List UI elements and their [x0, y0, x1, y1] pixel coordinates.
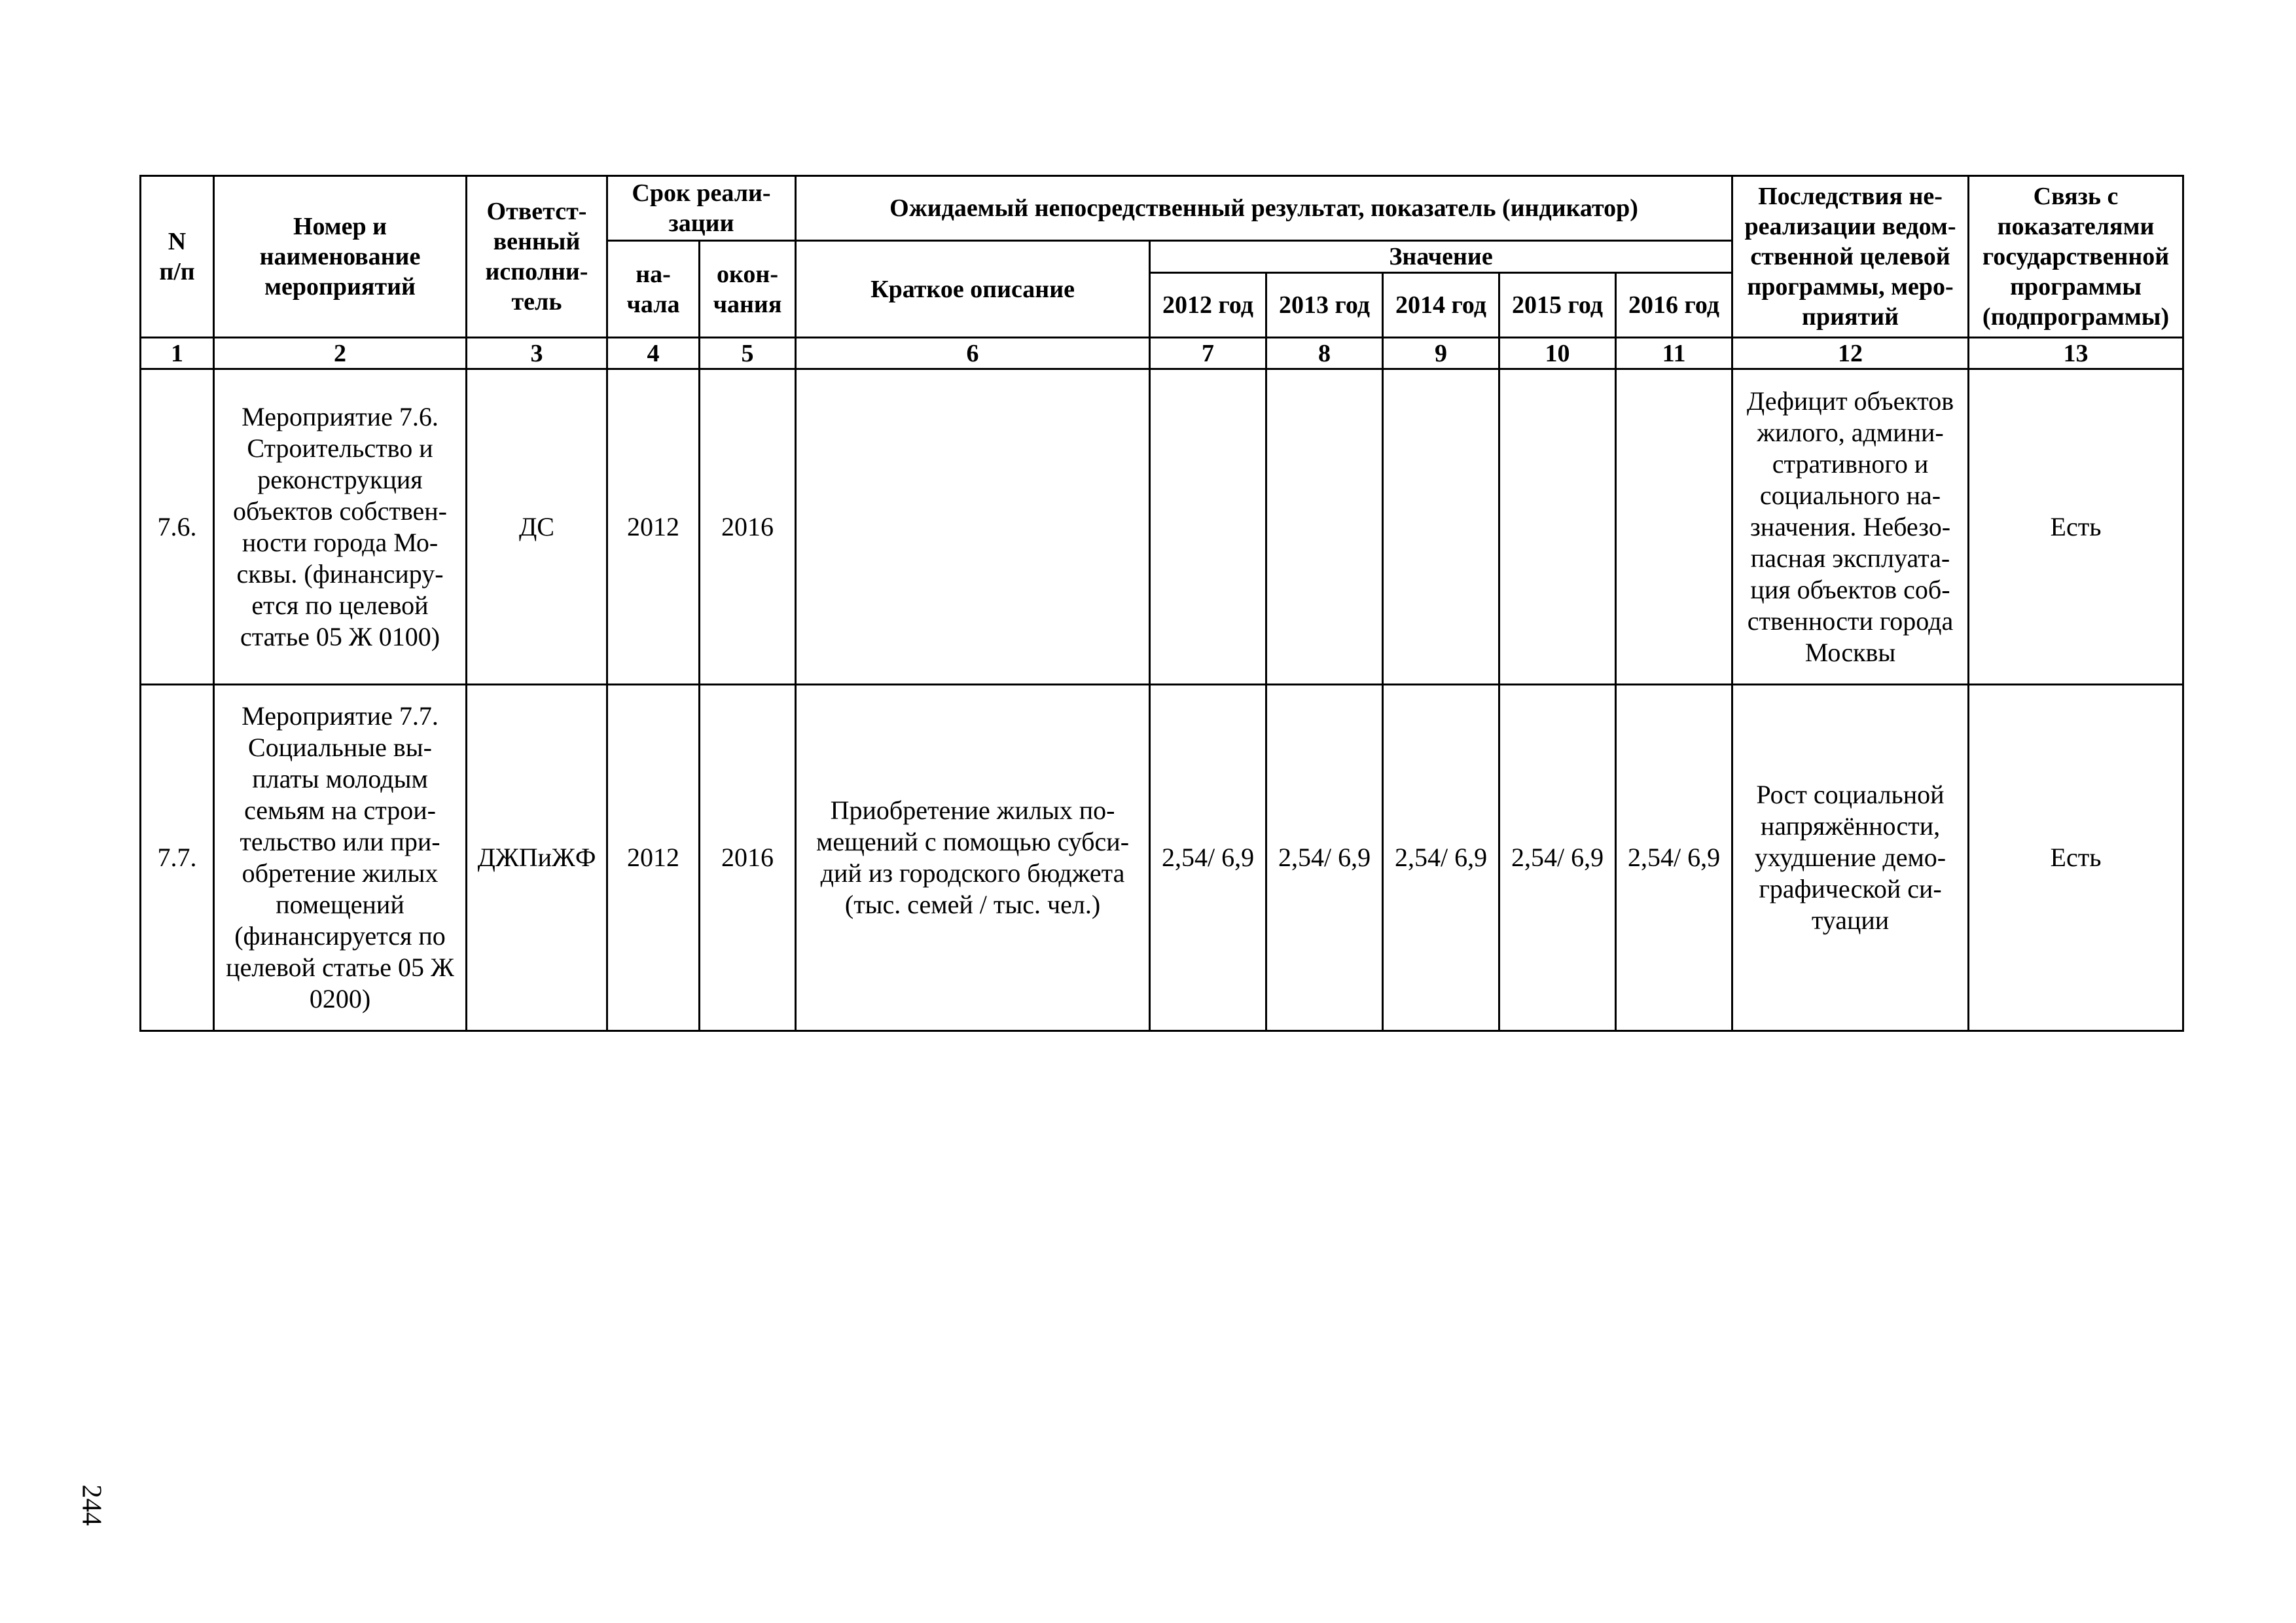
row-value [1266, 369, 1383, 685]
row-end: 2016 [700, 685, 796, 1031]
row-start: 2012 [607, 685, 700, 1031]
row-consequences: Рост социальной напряжённости, ухудшение демо-графической си-туации [1732, 685, 1969, 1031]
header-name: Номер и наименование мероприятий [214, 176, 467, 338]
row-num: 7.6. [141, 369, 214, 685]
column-number: 4 [607, 338, 700, 369]
row-value: 2,54/ 6,9 [1150, 685, 1266, 1031]
column-number: 3 [467, 338, 607, 369]
table-row [141, 369, 2183, 685]
row-value: 2,54/ 6,9 [1616, 685, 1732, 1031]
column-number: 13 [1969, 338, 2183, 369]
header-description: Краткое описание [796, 241, 1150, 338]
row-num: 7.7. [141, 685, 214, 1031]
header-year: 2015 год [1499, 273, 1616, 338]
row-value: 2,54/ 6,9 [1499, 685, 1616, 1031]
row-consequences: Дефицит объектов жилого, админи-стративного и социального на-значения. Небезо-пасная эксплуата-ция объектов соб-ственности города Москвы [1732, 369, 1969, 685]
row-description [796, 369, 1150, 685]
row-name: Мероприятие 7.7. Социальные вы-платы молодым семьям на строи-тельство или при-обретение жилых помещений (финансируется по целевой статье 05 Ж 0200) [214, 685, 467, 1031]
row-value [1499, 369, 1616, 685]
activities-table [139, 175, 2184, 1032]
header-start: на-чала [607, 241, 700, 338]
row-value [1383, 369, 1499, 685]
header-num: N п/п [141, 176, 214, 338]
column-number: 2 [214, 338, 467, 369]
header-year: 2016 год [1616, 273, 1732, 338]
header-result: Ожидаемый непосредственный результат, показатель (индикатор) [796, 176, 1732, 241]
row-responsible: ДС [467, 369, 607, 685]
column-number: 11 [1616, 338, 1732, 369]
row-description: Приобретение жилых по-мещений с помощью субси-дий из городского бюджета (тыс. семей / тыс. чел.) [796, 685, 1150, 1031]
row-end: 2016 [700, 369, 796, 685]
row-start: 2012 [607, 369, 700, 685]
header-link: Связь с показателями государственной программы (подпрограммы) [1969, 176, 2183, 338]
column-number: 6 [796, 338, 1150, 369]
row-responsible: ДЖПиЖФ [467, 685, 607, 1031]
header-year: 2014 год [1383, 273, 1499, 338]
row-value: 2,54/ 6,9 [1266, 685, 1383, 1031]
header-year: 2012 год [1150, 273, 1266, 338]
column-number: 1 [141, 338, 214, 369]
column-number: 12 [1732, 338, 1969, 369]
row-value: 2,54/ 6,9 [1383, 685, 1499, 1031]
header-end: окон-чания [700, 241, 796, 338]
table-row [141, 685, 2183, 1031]
row-link: Есть [1969, 369, 2183, 685]
row-name: Мероприятие 7.6. Строительство и реконструкция объектов собствен-ности города Мо-сквы. (финансиру-ется по целевой статье 05 Ж 0100) [214, 369, 467, 685]
header-value: Значение [1150, 241, 1732, 273]
row-value [1150, 369, 1266, 685]
row-link: Есть [1969, 685, 2183, 1031]
header-term: Срок реали-зации [607, 176, 796, 241]
column-number: 8 [1266, 338, 1383, 369]
header-consequences: Последствия не-реализации ведом-ственной целевой программы, меро-приятий [1732, 176, 1969, 338]
row-value [1616, 369, 1732, 685]
column-number: 10 [1499, 338, 1616, 369]
header-responsible: Ответст-венный исполни-тель [467, 176, 607, 338]
column-number: 9 [1383, 338, 1499, 369]
column-number: 7 [1150, 338, 1266, 369]
column-number: 5 [700, 338, 796, 369]
header-year: 2013 год [1266, 273, 1383, 338]
page-number: 244 [76, 1484, 107, 1526]
